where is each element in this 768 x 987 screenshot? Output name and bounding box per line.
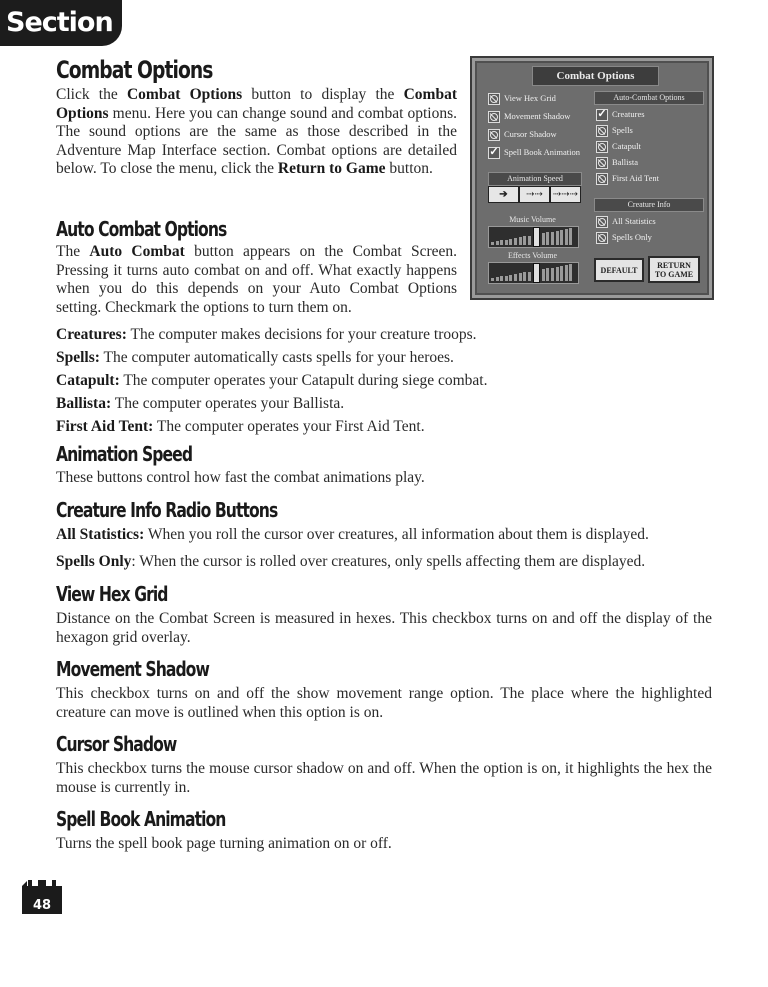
volume-bar xyxy=(546,232,549,245)
volume-bar xyxy=(505,240,508,245)
combat-options-paragraph xyxy=(56,86,457,179)
option-label: Spells Only xyxy=(612,232,652,242)
auto-combat-paragraph xyxy=(56,243,457,317)
volume-bar xyxy=(565,229,568,245)
auto-catapult-checkbox[interactable] xyxy=(596,140,641,153)
volume-bar xyxy=(569,264,572,281)
view-hex-grid-checkbox[interactable] xyxy=(488,92,556,105)
spell-book-heading: Spell Book Animation xyxy=(56,807,226,831)
bold-term: Combat Options xyxy=(126,86,243,103)
text-run: button. xyxy=(385,160,433,177)
no-icon xyxy=(596,125,608,137)
no-icon xyxy=(596,173,608,185)
volume-bar xyxy=(556,231,559,245)
definition: The computer operates your Ballista. xyxy=(111,395,345,412)
volume-bar xyxy=(569,228,572,245)
definition-row xyxy=(56,326,477,344)
slider-knob[interactable] xyxy=(533,227,540,247)
return-to-game-button[interactable] xyxy=(648,256,700,283)
bold-term: Return to Game xyxy=(277,160,386,177)
check-icon: ✓ xyxy=(489,146,499,159)
view-hex-heading: View Hex Grid xyxy=(56,582,168,606)
effects-volume-slider[interactable] xyxy=(488,262,579,284)
spell-book-text: Turns the spell book page turning animation on or off. xyxy=(56,835,392,852)
volume-bar xyxy=(491,242,494,245)
definition: The computer operates your First Aid Tent. xyxy=(153,418,425,435)
speed-medium-button[interactable]: ⇢⇢ xyxy=(519,186,550,203)
bold-term: Combat Options xyxy=(56,86,457,122)
term: All Statistics: xyxy=(56,526,145,543)
cursor-shadow-text: This checkbox turns the mouse cursor shadow on and off. When the option is on, it highlights the hex the mouse is currently in. xyxy=(56,760,712,796)
return-line-1: RETURN xyxy=(657,260,691,270)
auto-spells-checkbox[interactable] xyxy=(596,124,633,137)
text-run: button appears on the Combat Screen. Pressing it turns auto combat on and off. What exactly happens when you do this depends on your Auto Combat Options setting. Checkmark the options to turn them on. xyxy=(56,243,457,316)
text-run: button to display the xyxy=(242,86,404,103)
no-icon xyxy=(488,93,500,105)
slider-knob[interactable] xyxy=(533,263,540,283)
volume-bar xyxy=(509,239,512,245)
no-icon xyxy=(488,111,500,123)
volume-bar xyxy=(519,273,522,281)
movement-shadow-heading: Movement Shadow xyxy=(56,657,209,681)
creature-info-header: Creature Info xyxy=(594,198,704,212)
option-label: Spells xyxy=(612,125,633,135)
volume-bar xyxy=(500,276,503,281)
option-label: Movement Shadow xyxy=(504,111,571,121)
spell-book-animation-checkbox[interactable] xyxy=(488,146,580,159)
definition: : When the cursor is rolled over creatures, only spells affecting them are displayed. xyxy=(131,553,646,570)
spells-only-radio[interactable] xyxy=(596,231,652,244)
volume-bar xyxy=(560,230,563,245)
no-icon xyxy=(596,232,608,244)
option-label: First Aid Tent xyxy=(612,173,659,183)
auto-combat-heading: Auto Combat Options xyxy=(56,217,227,241)
volume-bar xyxy=(500,240,503,245)
movement-shadow-text: This checkbox turns on and off the show movement range option. The place where the highlighted creature can move is outlined when this option is on. xyxy=(56,685,712,721)
term: Spells Only xyxy=(56,553,132,570)
definition: The computer automatically casts spells for your heroes. xyxy=(99,349,454,366)
definition-row xyxy=(56,372,487,390)
volume-bar xyxy=(542,269,545,281)
option-label: Ballista xyxy=(612,157,638,167)
auto-creatures-checkbox[interactable] xyxy=(596,108,645,121)
no-icon xyxy=(488,129,500,141)
definition: When you roll the cursor over creatures, all information about them is displayed. xyxy=(144,526,649,543)
bold-term: Auto Combat xyxy=(89,243,185,260)
term: Spells: xyxy=(56,349,100,366)
default-button[interactable]: DEFAULT xyxy=(594,258,644,282)
no-icon xyxy=(596,157,608,169)
volume-bar xyxy=(509,275,512,281)
volume-bar xyxy=(546,268,549,281)
auto-combat-options-header: Auto-Combat Options xyxy=(594,91,704,105)
text-run: menu. Here you can change sound and combat options. The sound options are the same as those described in the Adventure Map Interface section. Combat options are detailed below. To close the menu, click the xyxy=(56,104,457,177)
term: First Aid Tent: xyxy=(56,418,154,435)
creature-info-all-statistics xyxy=(56,526,649,544)
option-label: Spell Book Animation xyxy=(504,147,581,157)
combat-options-heading: Combat Options xyxy=(56,56,213,84)
check-icon: ✓ xyxy=(597,108,607,121)
term: Catapult: xyxy=(56,372,120,389)
speed-fast-button[interactable]: ⇢⇢⇢ xyxy=(550,186,581,203)
no-icon xyxy=(596,216,608,228)
combat-options-dialog xyxy=(470,56,714,300)
definition-row xyxy=(56,395,344,413)
no-icon xyxy=(596,141,608,153)
speed-slow-button[interactable]: ➔ xyxy=(488,186,519,203)
option-label: View Hex Grid xyxy=(504,93,556,103)
dialog-title: Combat Options xyxy=(532,66,659,86)
volume-bar xyxy=(496,277,499,281)
term: Creatures: xyxy=(56,326,127,343)
volume-bar xyxy=(523,272,526,281)
definition: The computer operates your Catapult during siege combat. xyxy=(119,372,488,389)
auto-first-aid-tent-checkbox[interactable] xyxy=(596,172,659,185)
section-tab: Section II xyxy=(0,0,122,46)
creature-info-heading: Creature Info Radio Buttons xyxy=(56,498,278,522)
definition-row xyxy=(56,418,425,436)
term: Ballista: xyxy=(56,395,112,412)
volume-bar xyxy=(514,238,517,245)
volume-bar xyxy=(565,265,568,281)
option-label: Creatures xyxy=(612,109,645,119)
music-volume-header: Music Volume xyxy=(509,215,556,224)
cursor-shadow-heading: Cursor Shadow xyxy=(56,732,177,756)
volume-bar xyxy=(542,233,545,245)
movement-shadow-checkbox[interactable] xyxy=(488,110,570,123)
volume-bar xyxy=(528,236,531,245)
volume-bar xyxy=(551,232,554,245)
volume-bar xyxy=(556,267,559,281)
text-run: The xyxy=(56,243,90,260)
volume-bar xyxy=(551,268,554,281)
volume-bar xyxy=(505,276,508,281)
volume-bar xyxy=(528,272,531,281)
animation-speed-header: Animation Speed xyxy=(488,172,582,186)
volume-bar xyxy=(491,278,494,281)
animation-speed-text: These buttons control how fast the combat animations play. xyxy=(56,469,425,486)
option-label: Cursor Shadow xyxy=(504,129,557,139)
text-run: Click the xyxy=(56,86,127,103)
volume-bar xyxy=(496,241,499,245)
animation-speed-heading: Animation Speed xyxy=(56,442,193,466)
definition-row xyxy=(56,349,454,367)
return-line-2: TO GAME xyxy=(654,269,694,279)
view-hex-text: Distance on the Combat Screen is measured in hexes. This checkbox turns on and off the display of the hexagon grid overlay. xyxy=(56,610,712,646)
music-volume-slider[interactable] xyxy=(488,226,579,248)
volume-bar xyxy=(523,236,526,245)
volume-bar xyxy=(560,266,563,281)
option-label: All Statistics xyxy=(612,216,656,226)
option-label: Catapult xyxy=(612,141,641,151)
cursor-shadow-checkbox[interactable] xyxy=(488,128,557,141)
auto-ballista-checkbox[interactable] xyxy=(596,156,638,169)
page-number: 48 xyxy=(32,898,52,913)
volume-bar xyxy=(514,274,517,281)
effects-volume-header: Effects Volume xyxy=(507,251,558,260)
all-statistics-radio[interactable] xyxy=(596,215,656,228)
creature-info-spells-only xyxy=(56,553,645,571)
definition: The computer makes decisions for your creature troops. xyxy=(126,326,477,343)
volume-bar xyxy=(519,237,522,245)
